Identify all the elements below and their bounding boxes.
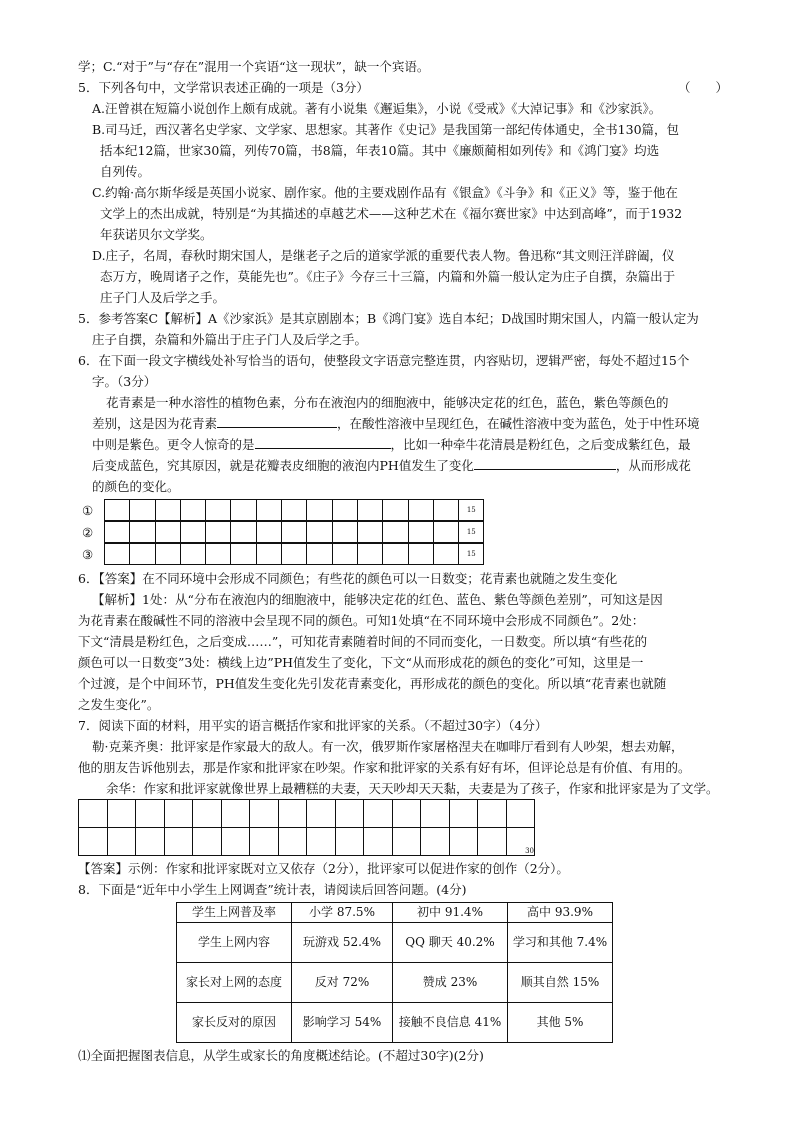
answer-6-line5: 颜色可以一日数变”3处：横线上边”PH值发生了变化，下文“从而形成花的颜色的变化”可知，这里是一 [78,655,644,670]
text-line: 学；C.“对于”与“存在”混用一个宾语“这一现状”，缺一个宾语。 [78,59,430,74]
grid-row [82,543,738,565]
question-5-header [78,77,738,98]
material-line3: 余华：作家和批评家就像世界上最糟糕的夫妻，天天吵却天天黏，夫妻是为了孩子，作家和批评家是为了文学。 [106,781,719,796]
table-row: 学生上网内容 玩游戏 52.4% QQ 聊天 40.2% 学习和其他 7.4% [177,923,613,963]
answer-7: 【答案】示例：作家和批评家既对立又依存（2分），批评家可以促进作家的创作（2分）。 [78,861,569,876]
passage-line5: 的颜色的变化。 [92,479,180,494]
option-c-line2: 文学上的杰出成就，特别是“为其描述的卓越艺术——这种艺术在《福尔赛世家》中达到高峰”，而于1932 [100,206,683,221]
answer-6-line6: 个过渡，是个中间环节，PH值发生变化先引发花青素变化，再形成花的颜色的变化。所以填“花青素也就随 [78,676,667,691]
grid-row [82,521,738,543]
answer-6-line1: 6．【答案】在不同环境中会形成不同颜色；有些花的颜色可以一日数变；花青素也就随之发生变化 [78,571,618,586]
survey-table [176,902,613,1043]
exam-page [78,56,738,1066]
option-c-line1: C.约翰·高尔斯华绥是英国小说家、剧作家。他的主要戏剧作品有《银盒》《斗争》和《正义》等，鉴于他在 [92,185,678,200]
answer-grid-30[interactable]: 30 [78,799,535,856]
question-6-line1: 6．在下面一段文字横线处补写恰当的语句，使整段文字语意完整连贯，内容贴切，逻辑严密，每处不超过15个 [78,353,690,368]
option-c-line3: 年获诺贝尔文学奖。 [100,227,213,242]
answer-paren: （ ） [677,80,728,95]
answer-5-line1: 5．参考答案C【解析】A《沙家浜》是其京剧剧本；B《鸿门宴》选自本纪；D战国时期宋国人，内篇一般认定为 [78,311,699,326]
option-d-line2: 态万方，晚周诸子之作，莫能先也”。《庄子》今存三十三篇，内篇和外篇一般认定为庄子自撰，杂篇出于 [100,269,676,284]
grid-table[interactable]: 15 [104,521,484,543]
fill-blank-1[interactable] [217,413,337,428]
answer-6-line3: 为花青素在酸碱性不同的溶液中会呈现不同的颜色。可知1处填“在不同环境中会形成不同颜色”。2处： [78,613,645,628]
option-b-line1: B.司马迁，西汉著名史学家、文学家、思想家。其著作《史记》是我国第一部纪传体通史，全书130篇，包 [92,122,680,137]
option-d-line3: 庄子门人及后学之手。 [100,290,226,305]
answer-6-line7: 之发生变化”。 [78,697,160,712]
table-row: 学生上网普及率 小学 87.5% 初中 91.4% 高中 93.9% [177,903,613,923]
answer-5-line2: 庄子自撰，杂篇和外篇出于庄子门人及后学之手。 [92,332,368,347]
passage-line2: 差别，这是因为花青素 ，在酸性溶液中呈现红色，在碱性溶液中变为蓝色，处于中性环境 [78,413,738,434]
fill-blank-3[interactable] [474,455,616,470]
answer-grid-15 [78,499,738,565]
table-row: 家长对上网的态度 反对 72% 赞成 23% 顺其自然 15% [177,963,613,1003]
option-d-line1: D.庄子，名周，春秋时期宋国人，是继老子之后的道家学派的重要代表人物。鲁迅称“其文则汪洋辟阖，仪 [92,248,675,263]
grid-row [82,499,738,521]
material-line1: 勒·克莱齐奥：批评家是作家最大的敌人。有一次，俄罗斯作家屠格涅夫在咖啡厅看到有人吵架，想去劝解， [92,739,684,754]
question-5-title: 5．下列各句中，文学常识表述正确的一项是（3分） [78,80,369,95]
question-8-sub1: ⑴全面把握图表信息，从学生或家长的角度概述结论。(不超过30字)(2分) [78,1048,484,1063]
passage-line4: 后变成蓝色，究其原因，就是花瓣表皮细胞的液泡内PH值发生了变化 ，从而形成花 [78,455,738,476]
passage-line3: 中则是紫色。更令人惊奇的是 ，比如一种牵牛花清晨是粉红色，之后变成紫红色，最 [78,434,738,455]
grid-label: ① [82,502,94,518]
question-8: 8．下面是“近年中小学生上网调查”统计表，请阅读后回答问题。(4分) [78,882,467,897]
fill-blank-2[interactable] [255,434,391,449]
option-a: A.汪曾祺在短篇小说创作上颇有成就。著有小说集《邂逅集》，小说《受戒》《大淖记事》和《沙家浜》。 [92,101,662,116]
grid-table[interactable]: 15 [104,499,484,521]
answer-6-line2: 【解析】1处：从“分布在液泡内的细胞液中，能够决定花的红色、蓝色、紫色等颜色差别”，可知这是因 [92,592,663,607]
table-row: 家长反对的原因 影响学习 54% 接触不良信息 41% 其他 5% [177,1003,613,1043]
passage-line1: 花青素是一种水溶性的植物色素，分布在液泡内的细胞液中，能够决定花的红色，蓝色，紫色等颜色的 [106,395,669,410]
option-b-line2: 括本纪12篇，世家30篇，列传70篇，书8篇，年表10篇。其中《廉颇蔺相如列传》和《鸿门宴》均选 [100,143,660,158]
grid-table[interactable]: 15 [104,543,484,565]
grid-label: ③ [82,546,94,562]
material-line2: 他的朋友告诉他别去，那是作家和批评家在吵架。作家和批评家的关系有好有坏，但评论总是有价值、有用的。 [78,760,691,775]
answer-6-line4: 下文“清晨是粉红色，之后变成……”，可知花青素随着时间的不同而变化，一日数变。所以填“有些花的 [78,634,648,649]
grid-label: ② [82,524,94,540]
option-b-line3: 自列传。 [100,164,151,179]
question-7-line1: 7．阅读下面的材料，用平实的语言概括作家和批评家的关系。（不超过30字）（4分） [78,718,548,733]
question-6-line2: 字。（3分） [92,374,157,389]
